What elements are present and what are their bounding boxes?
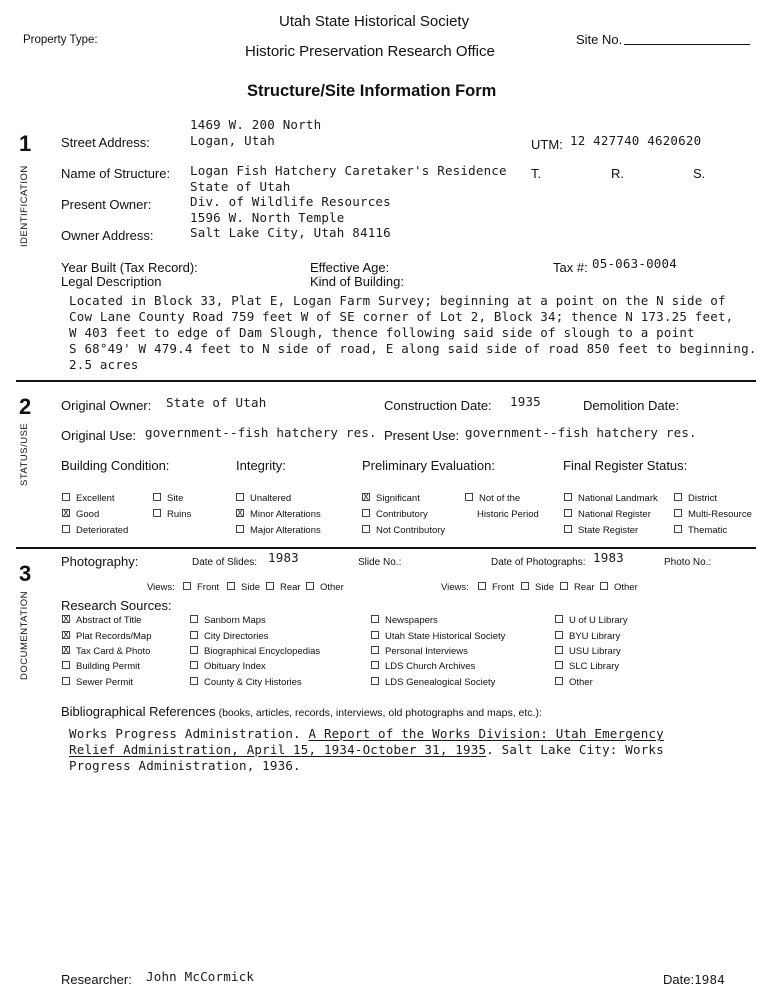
legal-line-3: W 403 feet to edge of Dam Slough, thence following said side of slough to a point [69,325,695,340]
source-newspapers[interactable]: Newspapers [371,615,438,626]
range-label: R. [611,166,624,181]
tax-number-label: Tax #: [553,260,588,275]
checkbox-multi-resource[interactable]: Multi-Resource [674,509,752,520]
source-plat-records[interactable]: X Plat Records/Map [63,630,152,642]
street-address-label: Street Address: [61,135,150,150]
legal-line-5: 2.5 acres [69,357,139,372]
biblio-line-3: Progress Administration, 1936. [69,758,301,773]
source-lds-genealogical-society[interactable]: LDS Genealogical Society [371,677,495,688]
checkbox-not-of-historic-period[interactable]: Not of the [465,493,520,504]
owner-address-line-2: Salt Lake City, Utah 84116 [190,225,391,240]
org-name: Utah State Historical Society [279,13,470,30]
checkbox-ruins[interactable]: Ruins [153,509,191,520]
year-built-label: Year Built (Tax Record): [61,260,198,275]
legal-line-2: Cow Lane County Road 759 feet W of SE corner of Lot 2, Block 34; thence N 173.25 feet, [69,309,734,324]
slides-view-other[interactable]: Other [306,582,344,593]
date-of-slides-label: Date of Slides: [192,557,258,568]
name-of-structure-value: Logan Fish Hatchery Caretaker's Residence [190,163,507,178]
photos-views-label: Views: [441,582,469,593]
kind-of-building-label: Kind of Building: [310,274,404,289]
present-owner-label: Present Owner: [61,197,152,212]
bibliographical-references-label: Bibliographical References (books, articles, records, interviews, old photographs and maps, etc.): [61,704,542,719]
checkbox-deteriorated[interactable]: Deteriorated [62,525,128,536]
checkbox-unaltered[interactable]: Unaltered [236,493,291,504]
source-obituary-index[interactable]: Obituary Index [190,661,266,672]
source-biographical-encyclopedias[interactable]: Biographical Encyclopedias [190,646,320,657]
effective-age-label: Effective Age: [310,260,390,275]
source-utah-state-historical-society[interactable]: Utah State Historical Society [371,631,505,642]
checkbox-state-register[interactable]: State Register [564,525,638,536]
photos-view-other[interactable]: Other [600,582,638,593]
slides-view-front[interactable]: Front [183,582,219,593]
section-1-side-label: IDENTIFICATION [19,165,30,247]
checkbox-national-register[interactable]: National Register [564,509,651,520]
integrity-label: Integrity: [236,458,286,473]
checkbox-not-contributory[interactable]: Not Contributory [362,525,445,536]
biblio-line-2: Relief Administration, April 15, 1934-October 31, 1935. Salt Lake City: Works [69,742,664,757]
checkbox-minor-alterations[interactable]: X Minor Alterations [237,508,321,520]
researcher-label: Researcher: [61,972,132,987]
slide-no-label: Slide No.: [358,557,402,568]
source-lds-church-archives[interactable]: LDS Church Archives [371,661,475,672]
source-sanborn-maps[interactable]: Sanborn Maps [190,615,266,626]
section-label: S. [693,166,706,181]
utm-label: UTM: [531,137,563,152]
slides-view-rear[interactable]: Rear [266,582,301,593]
present-owner-line-1: State of Utah [190,179,291,194]
checkbox-site[interactable]: Site [153,493,183,504]
office-name: Historic Preservation Research Office [245,43,495,60]
date-of-slides-value: 1983 [268,550,299,565]
section-2-side-label: STATUS/USE [19,422,30,486]
form-title: Structure/Site Information Form [247,82,497,100]
street-address-line-2: Logan, Utah [190,133,275,148]
site-no-line [624,44,750,45]
not-of-historic-period-line-2: Historic Period [477,509,539,520]
present-use-value: government--fish hatchery res. [465,425,697,440]
source-sewer-permit[interactable]: Sewer Permit [62,677,133,688]
checkbox-district[interactable]: District [674,493,717,504]
source-u-of-u-library[interactable]: U of U Library [555,615,628,626]
section-2-number: 2 [19,394,32,419]
source-usu-library[interactable]: USU Library [555,646,621,657]
demolition-date-label: Demolition Date: [583,398,680,413]
legal-line-1: Located in Block 33, Plat E, Logan Farm Survey; beginning at a point on the N side of [69,293,726,308]
checkbox-national-landmark[interactable]: National Landmark [564,493,658,504]
checkbox-good[interactable]: X Good [63,508,100,520]
construction-date-value: 1935 [510,394,541,409]
photo-no-label: Photo No.: [664,557,712,568]
photos-view-side[interactable]: Side [521,582,554,593]
source-abstract-of-title[interactable]: X Abstract of Title [63,614,142,626]
township-label: T. [531,166,542,181]
section-3-number: 3 [19,561,32,586]
tax-number-value: 05-063-0004 [592,256,677,271]
date-of-photographs-label: Date of Photographs: [491,557,586,568]
slides-views-label: Views: [147,582,175,593]
source-other[interactable]: Other [555,677,593,688]
name-of-structure-label: Name of Structure: [61,166,171,181]
present-owner-line-2: Div. of Wildlife Resources [190,194,391,209]
source-personal-interviews[interactable]: Personal Interviews [371,646,468,657]
source-city-directories[interactable]: City Directories [190,631,268,642]
date-label: Date:1984 [663,972,725,987]
owner-address-line-1: 1596 W. North Temple [190,210,345,225]
legal-line-4: S 68°49' W 479.4 feet to N side of road, E along said side of road 850 feet to beginning. [69,341,757,356]
research-sources-label: Research Sources: [61,598,172,613]
street-address-line-1: 1469 W. 200 North [190,117,322,132]
original-owner-value: State of Utah [166,395,267,410]
site-no-label: Site No. [576,32,623,47]
checkbox-excellent[interactable]: Excellent [62,493,115,504]
photography-label: Photography: [61,554,139,569]
source-byu-library[interactable]: BYU Library [555,631,620,642]
photos-view-rear[interactable]: Rear [560,582,595,593]
checkbox-contributory[interactable]: Contributory [362,509,428,520]
researcher-value: John McCormick [146,969,255,984]
checkbox-major-alterations[interactable]: Major Alterations [236,525,321,536]
preliminary-evaluation-label: Preliminary Evaluation: [362,458,495,473]
section-1-number: 1 [19,131,32,156]
source-building-permit[interactable]: Building Permit [62,661,140,672]
present-use-label: Present Use: [384,428,460,443]
section-divider-1 [16,380,756,382]
original-use-label: Original Use: [61,428,137,443]
utm-value: 12 427740 4620620 [570,133,702,148]
checkbox-significant[interactable]: X Significant [363,492,420,504]
source-county-city-histories[interactable]: County & City Histories [190,677,302,688]
building-condition-label: Building Condition: [61,458,170,473]
slides-view-side[interactable]: Side [227,582,260,593]
owner-address-label: Owner Address: [61,228,154,243]
property-type-label: Property Type: [23,34,98,46]
section-divider-2 [16,547,756,549]
source-tax-card[interactable]: X Tax Card & Photo [63,645,151,657]
original-use-value: government--fish hatchery res. [145,425,377,440]
photos-view-front[interactable]: Front [478,582,514,593]
biblio-line-1: Works Progress Administration. A Report of the Works Division: Utah Emergency [69,726,664,741]
section-3-side-label: DOCUMENTATION [19,590,30,680]
final-register-status-label: Final Register Status: [563,458,688,473]
date-of-photographs-value: 1983 [593,550,624,565]
original-owner-label: Original Owner: [61,398,152,413]
checkbox-thematic[interactable]: Thematic [674,525,727,536]
legal-description-label: Legal Description [61,274,162,289]
source-slc-library[interactable]: SLC Library [555,661,619,672]
construction-date-label: Construction Date: [384,398,492,413]
